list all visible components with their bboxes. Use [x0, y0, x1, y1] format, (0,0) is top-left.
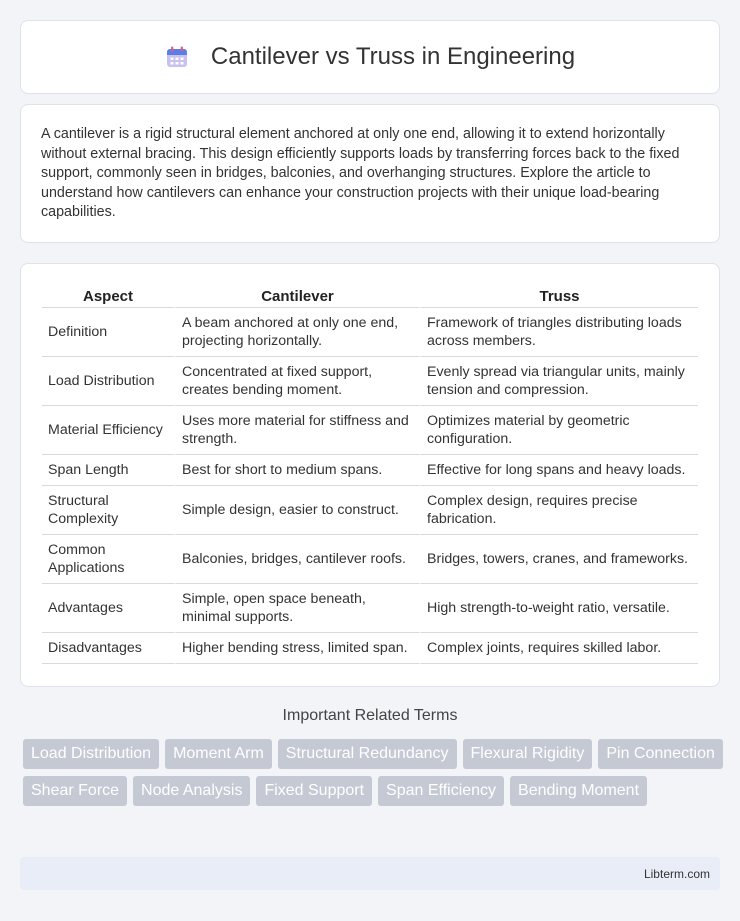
cantilever-cell: Simple design, easier to construct.	[174, 486, 419, 535]
related-term-tag[interactable]: Moment Arm	[165, 739, 272, 769]
cantilever-cell: Best for short to medium spans.	[174, 455, 419, 486]
table-header-row	[42, 286, 698, 308]
comparison-card	[20, 263, 720, 687]
cantilever-cell: Uses more material for stiffness and strength.	[174, 406, 419, 455]
related-term-tag[interactable]: Shear Force	[23, 776, 127, 806]
aspect-cell: Span Length	[42, 455, 174, 486]
comparison-table	[42, 286, 698, 664]
table-row	[42, 584, 698, 633]
cantilever-cell: Higher bending stress, limited span.	[174, 633, 419, 664]
table-row	[42, 357, 698, 406]
cantilever-cell: Simple, open space beneath, minimal supports.	[174, 584, 419, 633]
table-row	[42, 486, 698, 535]
truss-cell: Optimizes material by geometric configuration.	[419, 406, 698, 455]
aspect-cell: Definition	[42, 308, 174, 357]
truss-cell: Evenly spread via triangular units, mainly tension and compression.	[419, 357, 698, 406]
column-header-truss: Truss	[419, 286, 698, 308]
aspect-cell: Load Distribution	[42, 357, 174, 406]
aspect-cell: Common Applications	[42, 535, 174, 584]
related-term-tag[interactable]: Node Analysis	[133, 776, 250, 806]
header	[165, 43, 575, 71]
cantilever-cell: A beam anchored at only one end, projecting horizontally.	[174, 308, 419, 357]
truss-cell: Framework of triangles distributing loads across members.	[419, 308, 698, 357]
related-term-tag[interactable]: Pin Connection	[598, 739, 723, 769]
column-header-aspect: Aspect	[42, 286, 174, 308]
truss-cell: Effective for long spans and heavy loads.	[419, 455, 698, 486]
aspect-cell: Structural Complexity	[42, 486, 174, 535]
aspect-cell: Material Efficiency	[42, 406, 174, 455]
footer	[20, 857, 720, 890]
related-term-tag[interactable]: Load Distribution	[23, 739, 159, 769]
related-term-tag[interactable]: Flexural Rigidity	[463, 739, 593, 769]
table-row	[42, 535, 698, 584]
truss-cell: Complex design, requires precise fabrication.	[419, 486, 698, 535]
intro-paragraph: A cantilever is a rigid structural element anchored at only one end, allowing it to extend horizontally without external bracing. This design efficiently supports loads by transferring forces back to the fixed support, commonly seen in bridges, balconies, and overhanging structures. Explore the article to understand how cantilevers can enhance your construction projects with their unique load-bearing capabilities.	[41, 126, 680, 221]
footer-site-link[interactable]: Libterm.com	[643, 866, 710, 881]
related-term-tag[interactable]: Structural Redundancy	[278, 739, 457, 769]
related-terms-title: Important Related Terms	[282, 707, 458, 724]
related-term-tag[interactable]: Span Efficiency	[378, 776, 504, 806]
column-header-cantilever: Cantilever	[174, 286, 419, 308]
table-row	[42, 308, 698, 357]
intro-card	[20, 104, 720, 243]
calendar-icon	[165, 45, 189, 69]
table-row	[42, 455, 698, 486]
truss-cell: High strength-to-weight ratio, versatile.	[419, 584, 698, 633]
aspect-cell: Advantages	[42, 584, 174, 633]
related-term-tag[interactable]: Bending Moment	[510, 776, 647, 806]
truss-cell: Complex joints, requires skilled labor.	[419, 633, 698, 664]
cantilever-cell: Balconies, bridges, cantilever roofs.	[174, 535, 419, 584]
table-row	[42, 406, 698, 455]
table-row	[42, 633, 698, 664]
cantilever-cell: Concentrated at fixed support, creates bending moment.	[174, 357, 419, 406]
related-terms-list	[23, 739, 723, 806]
truss-cell: Bridges, towers, cranes, and frameworks.	[419, 535, 698, 584]
related-term-tag[interactable]: Fixed Support	[256, 776, 372, 806]
page-title: Cantilever vs Truss in Engineering	[210, 43, 576, 70]
aspect-cell: Disadvantages	[42, 633, 174, 664]
header-card	[20, 20, 720, 94]
